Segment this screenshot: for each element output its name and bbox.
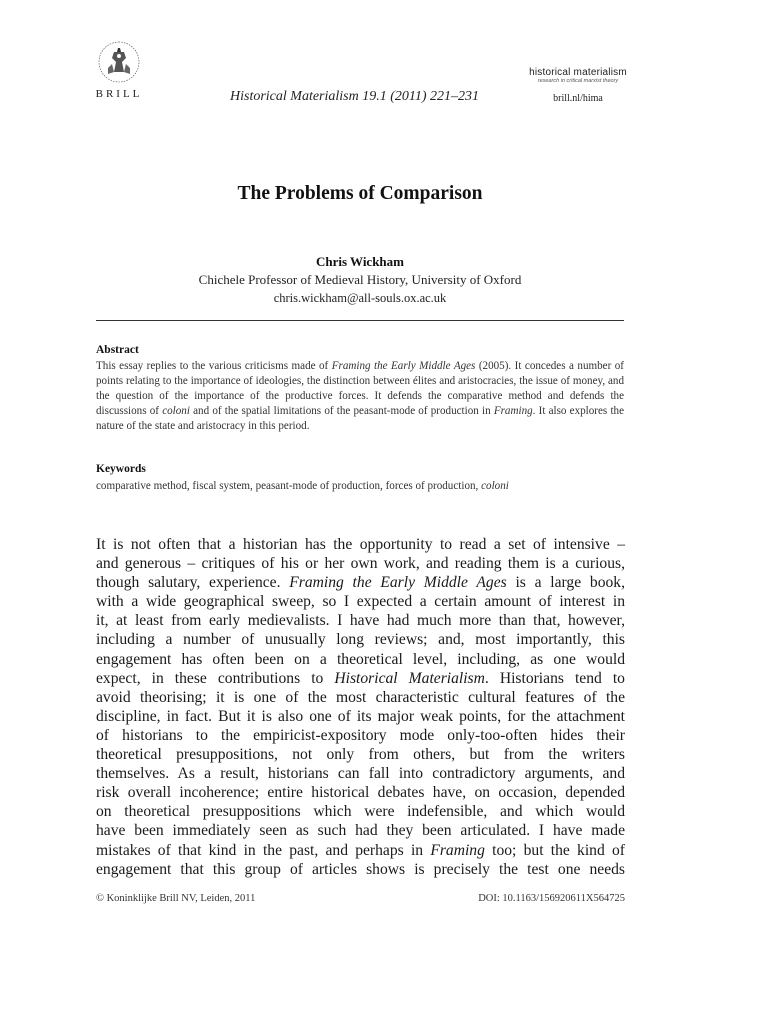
body-line: and generous – critiques of his or her own work, and reading them is a curious, [96,555,625,573]
book-title: Framing the Early Middle Ages [331,360,476,372]
doi-reference[interactable]: DOI: 10.1163/156920611X564725 [478,893,625,904]
body-line: on theoretical presuppositions which were indefensible, and which would [96,803,625,821]
body-line: have been immediately seen as such had they been articulated. I have made [96,822,625,840]
body-line: expect, in these contributions to Historical Materialism. Historians tend to [96,669,625,687]
body-line: mistakes of that kind in the past, and perhaps in Framing too; but the kind of [96,841,625,859]
body-line: avoid theorising; it is one of the most characteristic cultural features of the [96,688,625,706]
publisher-logo [92,38,146,100]
keywords-heading: Keywords [96,463,146,475]
author-affiliation: Chichele Professor of Medieval History, University of Oxford [198,272,522,287]
journal-name: historical materialism [529,67,627,78]
publisher-name: BRILL [95,88,143,100]
journal-tagline: research in critical marxist theory [537,78,619,84]
body-line: theoretical presuppositions, not only from others, but from the writers [96,746,625,764]
body-paragraph [96,535,625,879]
body-line: discipline, in fact. But it is also one of its major weak points, for the attachment [96,707,625,725]
brill-seal-icon [94,38,144,86]
abstract-heading: Abstract [96,344,139,356]
journal-brand [528,67,628,104]
body-line: with a wide geographical sweep, so I expected a certain amount of interest in [96,593,625,611]
journal-citation: Historical Materialism 19.1 (2011) 221–231 [230,89,480,104]
body-line: themselves. As a result, historians can fall into contradictory arguments, and [96,765,625,783]
body-line: of historians to the empiricist-expository mode only-too-often hides their [96,726,625,744]
author-email[interactable]: chris.wickham@all-souls.ox.ac.uk [273,291,447,305]
body-line: engagement that this group of articles shows is precisely the test one needs [96,860,625,878]
body-line: it, at least from early medievalists. I have had much more than that, however, [96,612,625,630]
title-divider [96,320,624,321]
copyright-notice: © Koninklijke Brill NV, Leiden, 2011 [96,893,256,904]
body-line: though salutary, experience. Framing the Early Middle Ages is a large book, [96,574,625,592]
body-line: risk overall incoherence; entire historical debates have, on occasion, depended [96,784,625,802]
abstract-text: This essay replies to the various criticisms made of Framing the Early Middle Ages (2005). It concedes a number of points relating to the importance of ideologies, the distinction between élites and aristocracies, the issue of money, and the question of the importance of the productive forces. It defends the comparative method and defends the discussions of coloni and of the spatial limitations of the peasant-mode of production in Framing. It also explores the nature of the state and aristocracy in this period. [96,360,624,432]
author-name: Chris Wickham [315,254,404,269]
body-line: engagement has often been on a theoretical level, including, as one would [96,650,625,668]
journal-url[interactable]: brill.nl/hima [553,93,603,104]
body-line: including a number of unusually long reviews; and, most importantly, this [96,631,625,649]
article-title: The Problems of Comparison [237,183,483,204]
keywords-list: comparative method, fiscal system, peasant-mode of production, forces of production, coloni [96,480,509,492]
body-line: It is not often that a historian has the opportunity to read a set of intensive – [96,536,625,553]
